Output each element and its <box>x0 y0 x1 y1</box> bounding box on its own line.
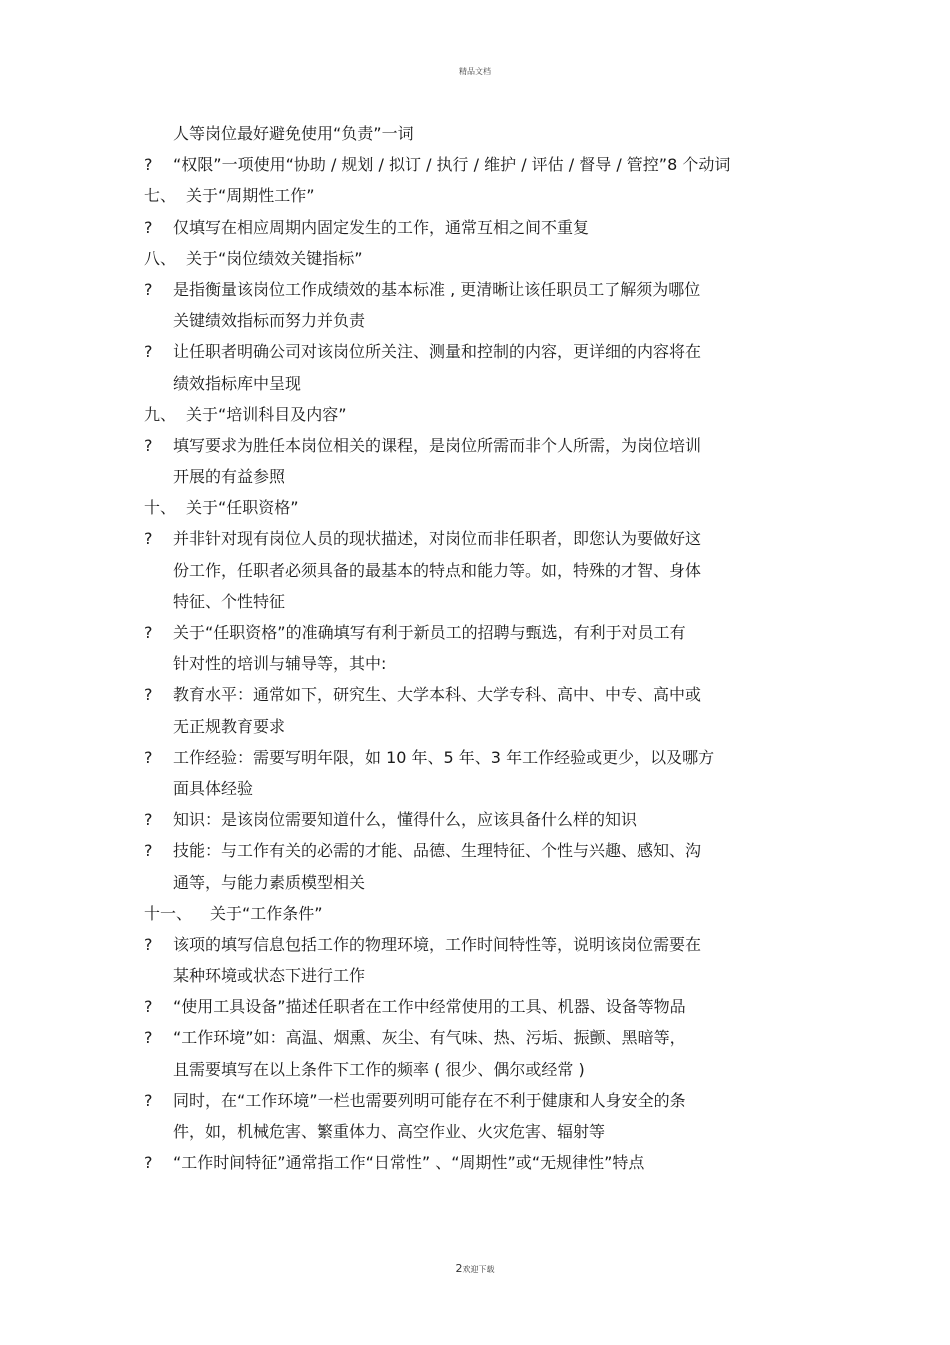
line <box>144 461 824 492</box>
line <box>144 118 824 149</box>
section-title: 关于“培训科目及内容” <box>186 404 347 424</box>
line <box>144 555 824 586</box>
section-heading <box>144 180 824 211</box>
bullet-marker: ? <box>144 934 153 954</box>
bullet-item <box>144 1022 824 1053</box>
line-text: 人等岗位最好避免使用“负责”一词 <box>173 124 414 143</box>
bullet-marker: ? <box>144 279 153 299</box>
bullet-marker: ? <box>144 342 153 362</box>
bullet-item <box>144 212 824 243</box>
section-heading <box>144 898 824 929</box>
bullet-text: 技能：与工作有关的必需的才能、品德、生理特征、个性与兴趣、感知、沟 <box>173 841 702 861</box>
bullet-item <box>144 1085 824 1116</box>
line <box>144 305 824 336</box>
line <box>144 773 824 804</box>
line-text: 件，如，机械危害、繁重体力、高空作业、火灾危害、辐射等 <box>173 1122 606 1141</box>
bullet-item <box>144 742 824 773</box>
bullet-text: 并非针对现有岗位人员的现状描述，对岗位而非任职者，即您认为要做好这 <box>173 529 702 549</box>
bullet-text: 让任职者明确公司对该岗位所关注、测量和控制的内容，更详细的内容将在 <box>173 342 702 362</box>
line-text: 开展的有益参照 <box>173 467 286 487</box>
section-title: 关于“任职资格” <box>186 498 299 518</box>
line <box>144 648 824 679</box>
bullet-marker: ? <box>144 997 153 1017</box>
line <box>144 711 824 742</box>
line <box>144 1116 824 1147</box>
document-body <box>144 118 824 1178</box>
bullet-marker: ? <box>144 435 153 455</box>
bullet-text: 同时，在“工作环境”一栏也需要列明可能存在不利于健康和人身安全的条 <box>173 1090 686 1110</box>
bullet-item <box>144 835 824 866</box>
bullet-item <box>144 523 824 554</box>
line <box>144 960 824 991</box>
bullet-marker: ? <box>144 685 153 705</box>
bullet-item <box>144 1147 824 1178</box>
bullet-item <box>144 929 824 960</box>
line-text: 通等，与能力素质模型相关 <box>173 872 366 892</box>
line-text: 关键绩效指标而努力并负责 <box>173 311 366 331</box>
bullet-item <box>144 617 824 648</box>
section-number: 十、 <box>144 498 177 518</box>
bullet-marker: ? <box>144 529 153 549</box>
line-text: 无正规教育要求 <box>173 716 286 736</box>
section-number: 十一、 <box>144 903 193 923</box>
bullet-item <box>144 804 824 835</box>
section-heading <box>144 243 824 274</box>
section-number: 七、 <box>144 186 177 206</box>
bullet-item <box>144 430 824 461</box>
bullet-text: 教育水平：通常如下，研究生、大学本科、大学专科、高中、中专、高中或 <box>173 685 702 705</box>
bullet-item <box>144 336 824 367</box>
section-heading <box>144 399 824 430</box>
bullet-text: 是指衡量该岗位工作成绩效的基本标准 , 更清晰让该任职员工了解须为哪位 <box>173 279 701 299</box>
bullet-text: 工作经验：需要写明年限，如 10 年、5 年、3 年工作经验或更少，以及哪方 <box>173 747 715 767</box>
line-text: 针对性的培训与辅导等，其中: <box>173 654 387 674</box>
bullet-text: “工作环境”如：高温、烟熏、灰尘、有气味、热、污垢、振颤、黑暗等， <box>173 1028 686 1048</box>
line <box>144 368 824 399</box>
section-title: 关于“周期性工作” <box>186 186 315 206</box>
bullet-text: 该项的填写信息包括工作的物理环境，工作时间特性等，说明该岗位需要在 <box>173 934 702 954</box>
line <box>144 1054 824 1085</box>
bullet-item <box>144 274 824 305</box>
line <box>144 586 824 617</box>
line-text: 某种环境或状态下进行工作 <box>173 966 366 986</box>
bullet-text: 关于“任职资格”的准确填写有利于新员工的招聘与甄选，有利于对员工有 <box>173 623 686 642</box>
bullet-text: 填写要求为胜任本岗位相关的课程，是岗位所需而非个人所需，为岗位培训 <box>173 435 702 455</box>
page-number: 2 <box>455 1262 463 1275</box>
bullet-marker: ? <box>144 841 153 861</box>
section-title: 关于“工作条件” <box>210 903 323 923</box>
line <box>144 867 824 898</box>
page-footer <box>0 1262 950 1275</box>
bullet-item <box>144 149 824 180</box>
bullet-marker: ? <box>144 623 153 642</box>
section-number: 八、 <box>144 248 177 268</box>
bullet-marker: ? <box>144 1028 153 1048</box>
bullet-marker: ? <box>144 1153 153 1173</box>
bullet-item <box>144 679 824 710</box>
line-text: 份工作，任职者必须具备的最基本的特点和能力等。如，特殊的才智、身体 <box>173 560 702 580</box>
bullet-text: “工作时间特征”通常指工作“日常性” 、“周期性”或“无规律性”特点 <box>173 1153 645 1173</box>
bullet-item <box>144 991 824 1022</box>
bullet-marker: ? <box>144 155 153 175</box>
bullet-text: 知识：是该岗位需要知道什么，懂得什么，应该具备什么样的知识 <box>173 810 638 830</box>
section-number: 九、 <box>144 404 177 424</box>
bullet-marker: ? <box>144 810 153 830</box>
section-heading <box>144 492 824 523</box>
page-header: 精品文档 <box>459 67 491 76</box>
bullet-text: 仅填写在相应周期内固定发生的工作，通常互相之间不重复 <box>173 217 590 237</box>
line-text: 特征、个性特征 <box>173 591 286 611</box>
line-text: 且需要填写在以上条件下工作的频率 ( 很少、偶尔或经常 ) <box>173 1059 585 1079</box>
line-text: 面具体经验 <box>173 778 254 798</box>
bullet-marker: ? <box>144 1090 153 1110</box>
bullet-marker: ? <box>144 747 153 767</box>
bullet-marker: ? <box>144 217 153 237</box>
bullet-text: “使用工具设备”描述任职者在工作中经常使用的工具、机器、设备等物品 <box>173 997 686 1017</box>
footer-text: 欢迎下载 <box>462 1265 495 1274</box>
section-title: 关于“岗位绩效关键指标” <box>186 248 363 268</box>
bullet-text: “权限”一项使用“协助 / 规划 / 拟订 / 执行 / 维护 / 评估 / 督导 / 管控”8 个动词 <box>173 155 731 175</box>
line-text: 绩效指标库中呈现 <box>173 373 302 393</box>
